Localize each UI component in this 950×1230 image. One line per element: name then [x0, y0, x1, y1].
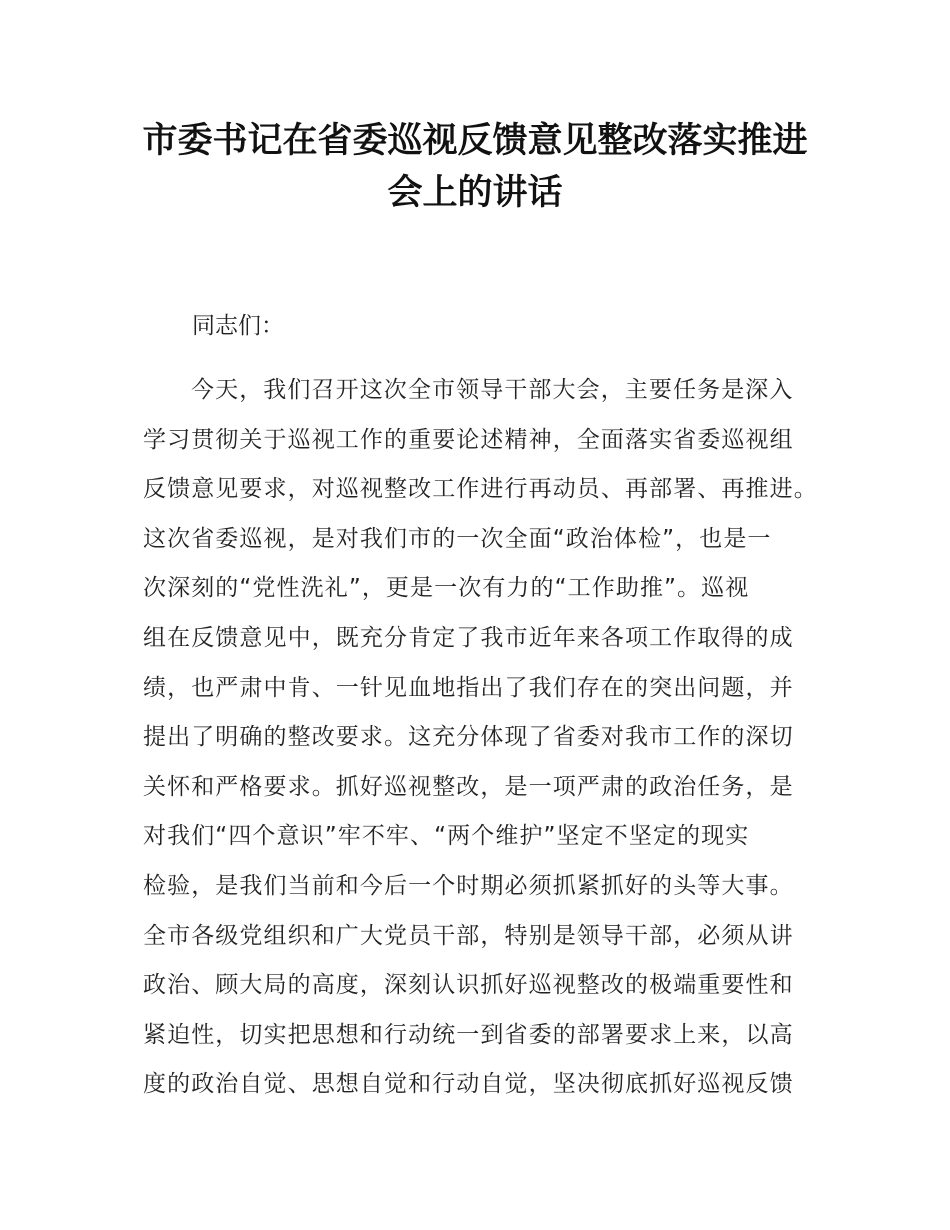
paragraph-line: 政治、顾大局的高度，深刻认识抓好巡视整改的极端重要性和	[143, 972, 794, 999]
paragraph-line: 紧迫性，切实把思想和行动统一到省委的部署要求上来，以高	[143, 1021, 794, 1048]
paragraph-line: 反馈意见要求，对巡视整改工作进行再动员、再部署、再推进。	[143, 476, 818, 503]
paragraph-line: 检验，是我们当前和今后一个时期必须抓紧抓好的头等大事。	[143, 872, 794, 899]
paragraph-line: 今天，我们召开这次全市领导干部大会，主要任务是深入	[191, 377, 794, 403]
paragraph-line: 度的政治自觉、思想自觉和行动自觉，坚决彻底抓好巡视反馈	[143, 1071, 794, 1098]
paragraph-line: 提出了明确的整改要求。这充分体现了省委对我市工作的深切	[143, 724, 794, 751]
paragraph-line: 全市各级党组织和广大党员干部，特别是领导干部，必须从讲	[143, 922, 794, 949]
paragraph-line: 组在反馈意见中，既充分肯定了我市近年来各项工作取得的成	[143, 624, 794, 651]
document-title	[100, 115, 850, 219]
paragraph-line: 这次省委巡视，是对我们市的一次全面“政治体检”，也是一	[143, 525, 772, 552]
title-line-1: 市委书记在省委巡视反馈意见整改落实推进	[142, 120, 808, 161]
paragraph-line: 学习贯彻关于巡视工作的重要论述精神，全面落实省委巡视组	[143, 426, 794, 453]
paragraph-line: 次深刻的“党性洗礼”，更是一次有力的“工作助推”。巡视	[143, 575, 750, 602]
salutation: 同志们：	[192, 313, 284, 339]
paragraph-line: 对我们“四个意识”牢不牢、“两个维护”坚定不坚定的现实	[143, 823, 750, 850]
paragraph-line: 关怀和严格要求。抓好巡视整改，是一项严肃的政治任务，是	[143, 773, 794, 800]
title-line-2: 会上的讲话	[387, 172, 563, 213]
paragraph-line: 绩，也严肃中肯、一针见血地指出了我们存在的突出问题，并	[143, 674, 794, 701]
body-paragraph	[143, 366, 843, 1110]
